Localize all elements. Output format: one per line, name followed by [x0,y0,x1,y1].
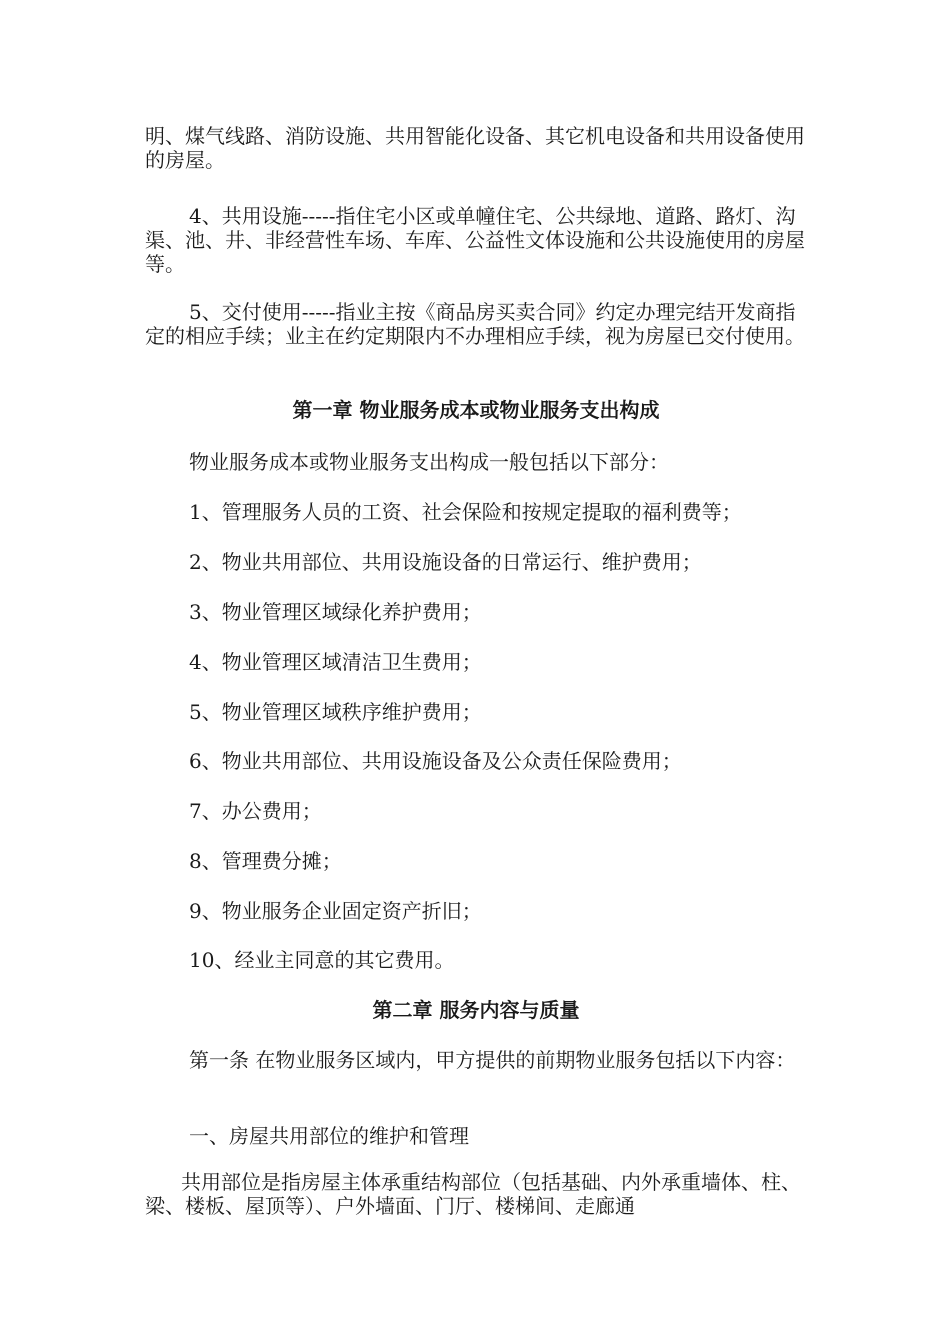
chapter-1-title: 第一章 物业服务成本或物业服务支出构成 [292,398,660,422]
section-1-body: 共用部位是指房屋主体承重结构部位（包括基础、内外承重墙体、柱、梁、楼板、屋顶等）、户外墙面、门厅、楼梯间、走廊通 [145,1170,801,1218]
list-item: 10、经业主同意的其它费用。 [189,948,455,972]
paragraph-continuation: 明、煤气线路、消防设施、共用智能化设备、其它机电设备和共用设备使用的房屋。 [145,124,805,172]
list-item: 5、物业管理区域秩序维护费用； [189,700,482,724]
list-item: 9、物业服务企业固定资产折旧； [189,899,482,923]
paragraph-delivery: 5、交付使用-----指业主按《商品房买卖合同》约定办理完结开发商指定的相应手续；业主在约定期限内不办理相应手续，视为房屋已交付使用。 [145,300,805,348]
article-1: 第一条 在物业服务区域内，甲方提供的前期物业服务包括以下内容： [189,1048,796,1072]
list-item: 6、物业共用部位、共用设施设备及公众责任保险费用； [189,749,682,773]
chapter-2-title: 第二章 服务内容与质量 [372,998,580,1022]
list-item: 1、管理服务人员的工资、社会保险和按规定提取的福利费等； [189,500,742,524]
paragraph-shared-facilities: 4、共用设施-----指住宅小区或单幢住宅、公共绿地、道路、路灯、沟渠、池、井、非经营性车场、车库、公益性文体设施和公共设施使用的房屋等。 [145,204,805,276]
chapter-1-intro: 物业服务成本或物业服务支出构成一般包括以下部分： [189,450,669,474]
list-item: 3、物业管理区域绿化养护费用； [189,600,482,624]
list-item: 2、物业共用部位、共用设施设备的日常运行、维护费用； [189,550,702,574]
section-1-heading: 一、房屋共用部位的维护和管理 [189,1124,469,1148]
list-item: 7、办公费用； [189,799,322,823]
list-item: 8、管理费分摊； [189,849,342,873]
list-item: 4、物业管理区域清洁卫生费用； [189,650,482,674]
